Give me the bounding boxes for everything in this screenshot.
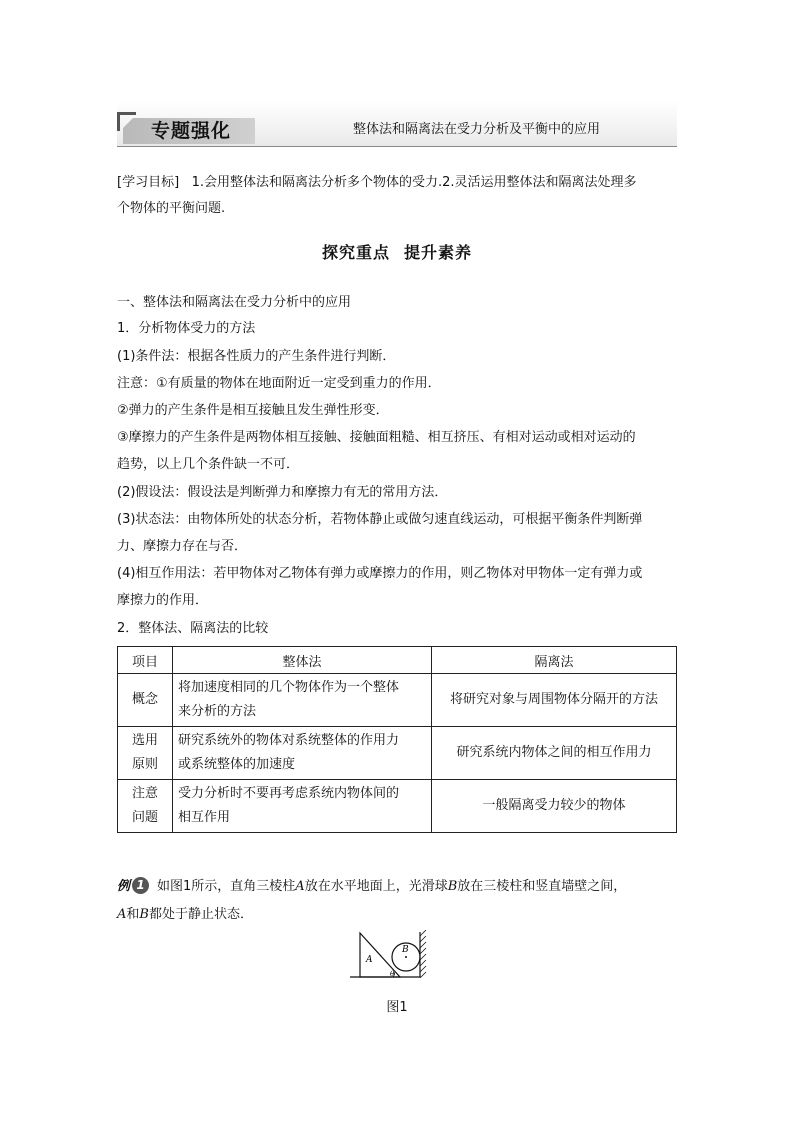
cell-text: 注意 [131,786,158,801]
cell-text: 选用 [131,733,158,748]
example-text: 都处于静止状态． [148,907,253,922]
subheading-2: 2．整体法、隔离法的比较 [117,621,269,636]
variable-a: A [295,879,305,894]
example-text: 放在三棱柱和竖直墙壁之间， [457,879,627,894]
variable-b: B [139,907,149,922]
table-header-row [118,647,677,674]
cell-text: 受力分析时不要再考虑系统内物体间的 [178,786,400,801]
paragraph-line: 力、摩擦力存在与否． [117,539,248,554]
paragraph-line: (3)状态法：由物体所处的状态分析，若物体静止或做匀速直线运动，可根据平衡条件判断弹 [117,512,643,527]
table-cell-item [118,780,173,833]
label-a: A [366,955,373,965]
table-header-cell: 项目 [118,647,173,674]
figure-prism-ball-wall [348,930,432,980]
cell-text: 问题 [131,810,158,825]
paragraph-line: (2)假设法：假设法是判断弹力和摩擦力有无的常用方法． [117,485,448,500]
paragraph-line: 趋势，以上几个条件缺一不可． [117,457,300,472]
cell-text: 概念 [131,692,158,707]
example-text: 放在水平地面上，光滑球 [304,879,448,894]
section-title-part-2: 提升素养 [404,243,473,262]
table-header-cell: 整体法 [173,647,432,674]
paragraph-line: (1)条件法：根据各性质力的产生条件进行判断． [117,349,396,364]
cell-text: 来分析的方法 [178,704,257,719]
example-problem [117,873,677,929]
table-cell-item [118,727,173,780]
example-number-badge: 1 [132,877,149,894]
table-cell-isolation: 将研究对象与周围物体分隔开的方法 [432,674,677,727]
paragraph-line: 注意：①有质量的物体在地面附近一定受到重力的作用． [117,376,441,391]
paragraph-line: ②弹力的产生条件是相互接触且发生弹性形变． [117,403,389,418]
paragraph-line: ③摩擦力的产生条件是两物体相互接触、接触面粗糙、相互挤压、有相对运动或相对运动的 [117,430,636,445]
figure-caption: 图1 [386,1000,408,1015]
example-text: 如图1所示，直角三棱柱 [157,879,296,894]
table-row [118,727,677,780]
table-cell-whole [173,674,432,727]
section-title [0,240,794,263]
example-text: 和 [126,907,140,922]
table-row [118,674,677,727]
label-theta: θ [390,970,395,978]
cell-text: 相互作用 [178,810,231,825]
header-title: 整体法和隔离法在受力分析及平衡中的应用 [353,122,601,137]
subheading-1: 1．分析物体受力的方法 [117,321,256,336]
table-header-cell: 隔离法 [432,647,677,674]
table-cell-whole [173,780,432,833]
objectives-line-2: 个物体的平衡问题. [117,201,226,216]
table-cell-item [118,674,173,727]
section-title-part-1: 探究重点 [321,243,390,262]
tag-corner-decoration [117,112,136,131]
example-label: 例 [117,879,131,894]
table-cell-isolation: 研究系统内物体之间的相互作用力 [432,727,677,780]
table-cell-whole [173,727,432,780]
topic-tag-label: 专题强化 [151,120,232,142]
wall-hatching [420,930,426,978]
paragraph-line: 摩擦力的作用． [117,593,209,608]
cell-text: 原则 [131,757,158,772]
objectives-label: [学习目标] [117,175,180,190]
table-cell-isolation: 一般隔离受力较少的物体 [432,780,677,833]
cell-text: 将加速度相同的几个物体作为一个整体 [178,680,400,695]
chapter-header [117,100,677,150]
heading-1: 一、整体法和隔离法在受力分析中的应用 [117,295,352,310]
comparison-table [117,646,677,833]
variable-a: A [117,907,127,922]
table-row [118,780,677,833]
objectives-line-1 [117,174,637,192]
ball-center [405,956,407,958]
label-b: B [402,945,409,955]
paragraph-line: (4)相互作用法：若甲物体对乙物体有弹力或摩擦力的作用，则乙物体对甲物体一定有弹力或 [117,566,643,581]
cell-text: 研究系统外的物体对系统整体的作用力 [178,733,400,748]
variable-b: B [447,879,458,894]
cell-text: 或系统整体的加速度 [178,757,296,772]
objectives-text-1: 1.会用整体法和隔离法分析多个物体的受力.2.灵活运用整体法和隔离法处理多 [191,175,637,190]
header-divider [117,146,677,147]
